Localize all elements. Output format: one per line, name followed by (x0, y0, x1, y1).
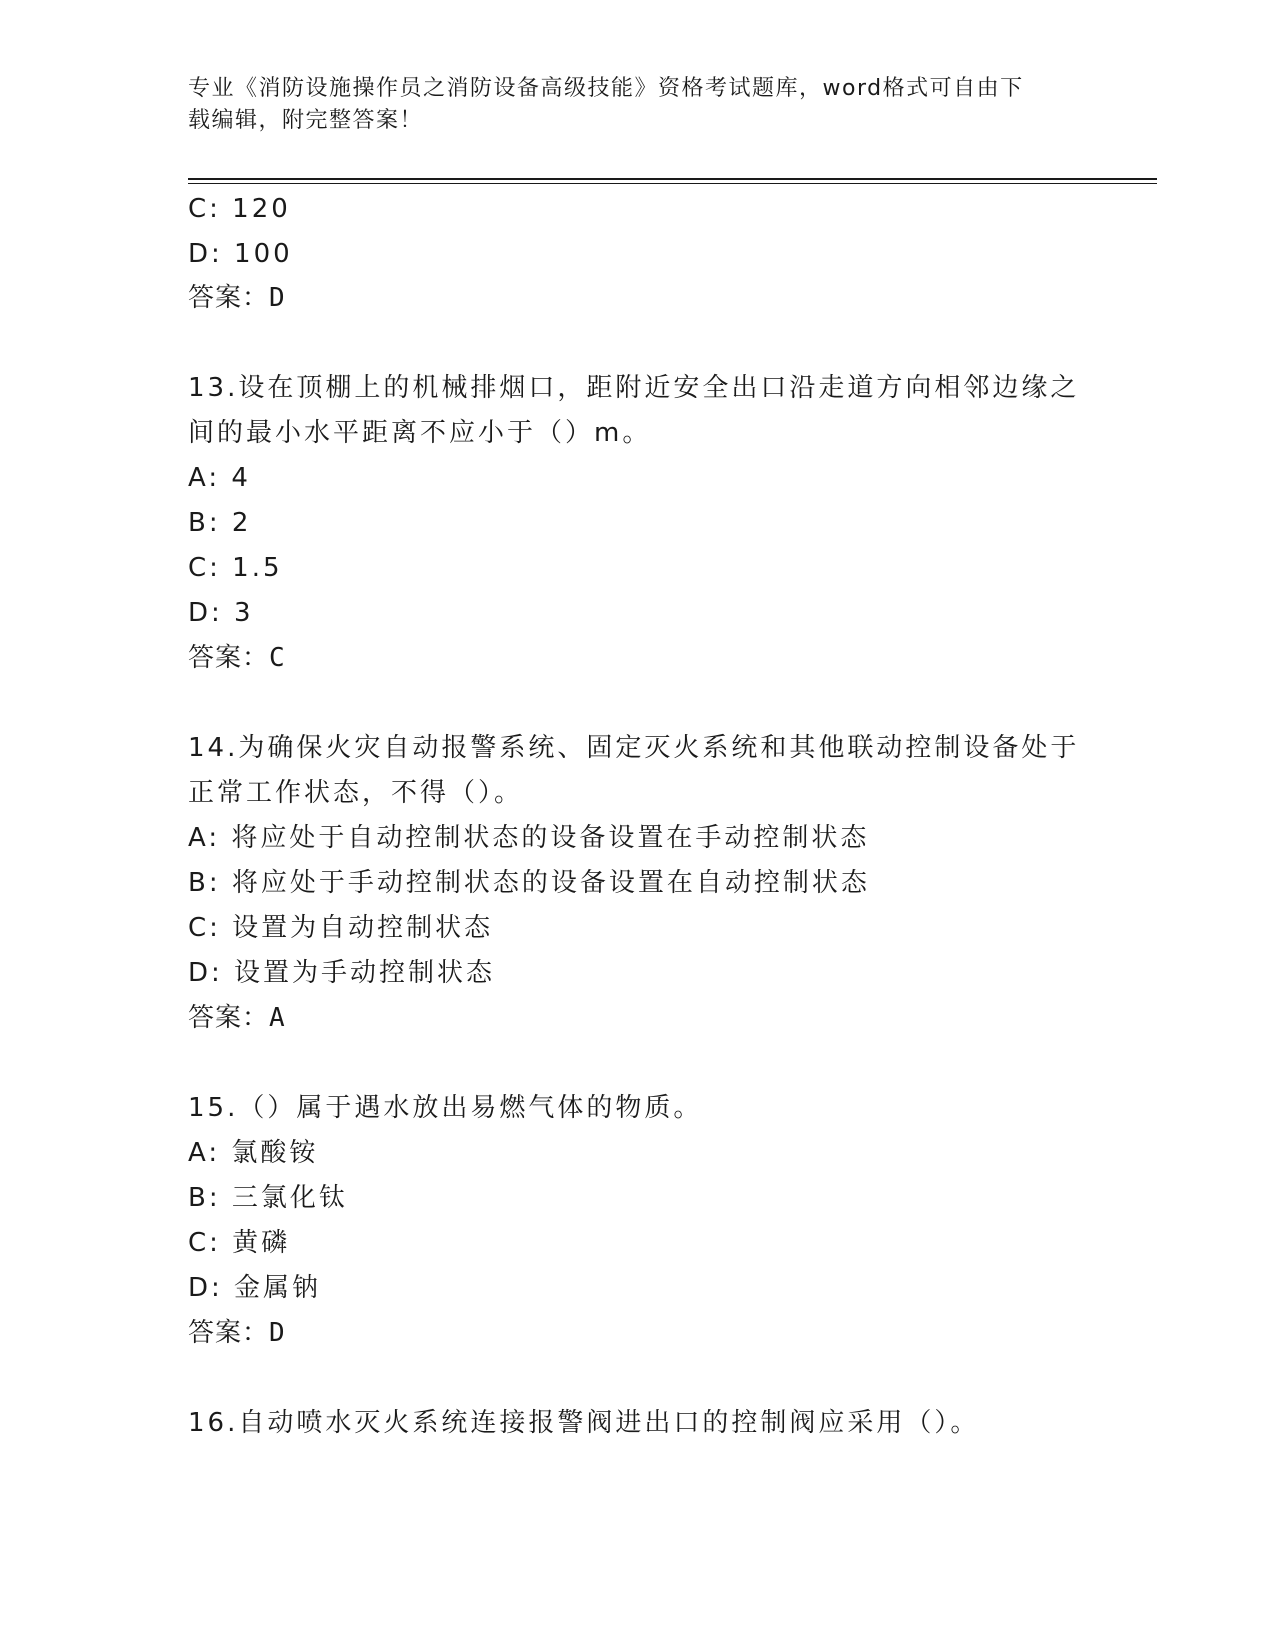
question-stem: 14.为确保火灾自动报警系统、固定灭火系统和其他联动控制设备处于 (188, 733, 1080, 763)
option-b: B: 将应处于手动控制状态的设备设置在自动控制状态 (188, 868, 870, 898)
question-stem: 间的最小水平距离不应小于（）m。 (188, 418, 652, 448)
option-d: D: 设置为手动控制状态 (188, 958, 496, 988)
answer: 答案：A (188, 1003, 286, 1033)
option-c: C: 120 (188, 194, 291, 224)
question-stem: 16.自动喷水灭火系统连接报警阀进出口的控制阀应采用（）。 (188, 1408, 980, 1438)
option-c: C: 设置为自动控制状态 (188, 913, 494, 943)
question-stem: 15.（）属于遇水放出易燃气体的物质。 (188, 1093, 703, 1123)
answer: 答案：C (188, 643, 286, 673)
option-d: D: 金属钠 (188, 1273, 322, 1303)
option-a: A: 氯酸铵 (188, 1138, 319, 1168)
header-divider (188, 178, 1157, 184)
option-b: B: 2 (188, 508, 252, 538)
option-b: B: 三氯化钛 (188, 1183, 348, 1213)
option-d: D: 3 (188, 598, 254, 628)
header-line-2: 载编辑，附完整答案！ (188, 108, 424, 133)
option-c: C: 黄磷 (188, 1228, 291, 1258)
page-header (188, 73, 1088, 137)
option-a: A: 4 (188, 463, 251, 493)
option-c: C: 1.5 (188, 553, 283, 583)
question-stem: 正常工作状态，不得（）。 (188, 778, 524, 808)
option-d: D: 100 (188, 239, 293, 269)
answer: 答案：D (188, 283, 286, 313)
header-line-1: 专业《消防设施操作员之消防设备高级技能》资格考试题库，word格式可自由下 (188, 76, 1024, 101)
option-a: A: 将应处于自动控制状态的设备设置在手动控制状态 (188, 823, 870, 853)
question-stem: 13.设在顶棚上的机械排烟口，距附近安全出口沿走道方向相邻边缘之 (188, 373, 1080, 403)
answer: 答案：D (188, 1318, 286, 1348)
